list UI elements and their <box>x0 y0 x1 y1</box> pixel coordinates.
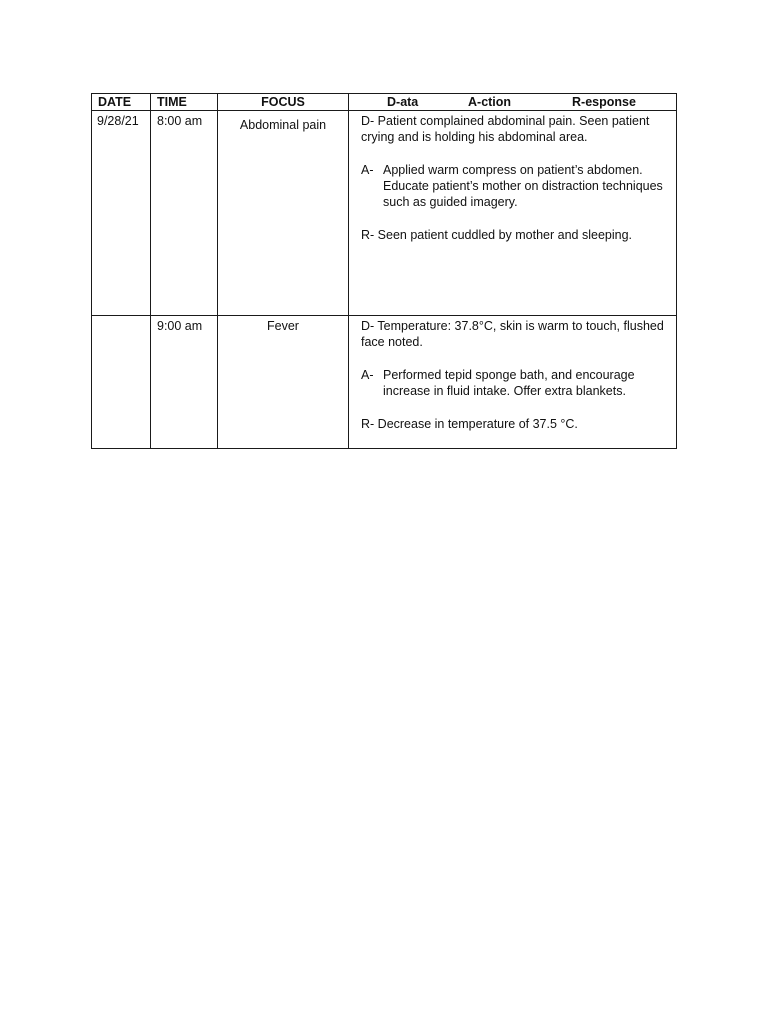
action-prefix: A- <box>361 368 374 382</box>
response-entry: R- Seen patient cuddled by mother and sleeping. <box>361 228 633 242</box>
data-entry: D- Temperature: 37.8°C, skin is warm to touch, flushed face noted. <box>361 319 664 349</box>
cell-focus: Abdominal pain <box>218 111 349 316</box>
cell-time: 9:00 am <box>151 316 218 449</box>
cell-date <box>92 316 151 449</box>
cell-time: 8:00 am <box>151 111 218 316</box>
header-dar <box>349 94 677 111</box>
fdar-nursing-notes-table <box>91 93 677 449</box>
cell-focus: Fever <box>218 316 349 449</box>
table-row <box>92 111 677 316</box>
header-date: DATE <box>92 94 151 111</box>
action-entry <box>361 162 668 210</box>
header-row <box>92 94 677 111</box>
header-action: A-ction <box>468 95 512 109</box>
table-row <box>92 316 677 449</box>
header-data: D-ata <box>387 95 419 109</box>
data-entry: D- Patient complained abdominal pain. Seen patient crying and is holding his abdominal area. <box>361 114 650 144</box>
action-text: Applied warm compress on patient’s abdomen. Educate patient’s mother on distraction techniques such as guided imagery. <box>383 163 663 209</box>
action-text: Performed tepid sponge bath, and encourage increase in fluid intake. Offer extra blankets. <box>383 368 635 398</box>
header-focus: FOCUS <box>218 94 349 111</box>
header-response: R-esponse <box>572 95 636 109</box>
action-entry <box>361 367 668 399</box>
action-prefix: A- <box>361 163 374 177</box>
response-entry: R- Decrease in temperature of 37.5 °C. <box>361 417 578 431</box>
header-time: TIME <box>151 94 218 111</box>
cell-date: 9/28/21 <box>92 111 151 316</box>
cell-dar <box>349 111 677 316</box>
cell-dar <box>349 316 677 449</box>
